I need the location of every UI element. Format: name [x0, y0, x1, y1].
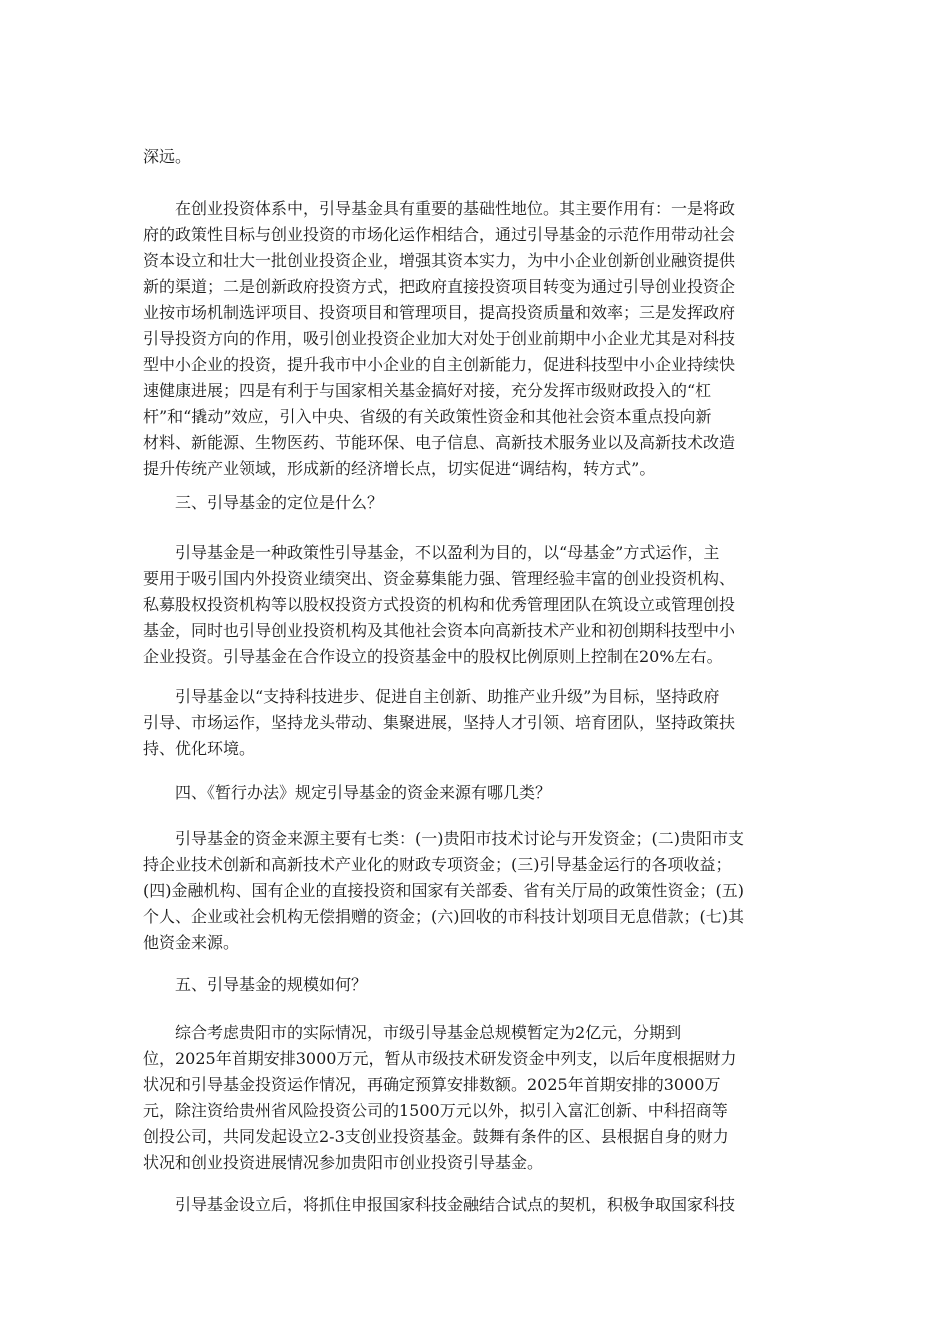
- heading-section-five: [143, 972, 783, 998]
- text-line: 要用于吸引国内外投资业绩突出、资金募集能力强、管理经验丰富的创业投资机构、: [143, 569, 736, 588]
- text-line: 杆”和“撬动”效应，引入中央、省级的有关政策性资金和其他社会资本重点投向新: [143, 407, 712, 426]
- text-line: 持、优化环境。: [143, 739, 256, 758]
- paragraph-sources: [143, 826, 783, 956]
- text-line: 个人、企业或社会机构无偿捐赠的资金；(六)回收的市科技计划项目无息借款；(七)其: [143, 907, 744, 926]
- text-line: 新的渠道；二是创新政府投资方式，把政府直接投资项目转变为通过引导创业投资企: [143, 277, 736, 296]
- text-line: 深远。: [143, 147, 192, 166]
- text-line: (四)金融机构、国有企业的直接投资和国家有关部委、省有关厅局的政策性资金；(五): [143, 881, 744, 900]
- text-line: 企业投资。引导基金在合作设立的投资基金中的股权比例原则上控制在20%左右。: [143, 647, 723, 666]
- text-line: 引导投资方向的作用，吸引创业投资企业加大对处于创业前期中小企业尤其是对科技: [143, 329, 736, 348]
- paragraph-continuation: [143, 144, 783, 170]
- paragraph-scale: [143, 1020, 783, 1176]
- text-line: 基金，同时也引导创业投资机构及其他社会资本向高新技术产业和初创期科技型中小: [143, 621, 736, 640]
- heading-section-four: [143, 780, 783, 806]
- text-line: 型中小企业的投资，提升我市中小企业的自主创新能力，促进科技型中小企业持续快: [143, 355, 736, 374]
- text-line: 引导、市场运作，坚持龙头带动、集聚进展，坚持人才引领、培育团队，坚持政策扶: [143, 713, 736, 732]
- text-line: 速健康进展；四是有利于与国家相关基金搞好对接，充分发挥市级财政投入的“杠: [143, 381, 712, 400]
- text-line: 府的政策性目标与创业投资的市场化运作相结合，通过引导基金的示范作用带动社会: [143, 225, 736, 244]
- text-line: 在创业投资体系中，引导基金具有重要的基础性地位。其主要作用有：一是将政: [143, 199, 736, 218]
- paragraph-goal: [143, 684, 783, 762]
- text-line: 位，2025年首期安排3000万元，暂从市级技术研发资金中列支，以后年度根据财力: [143, 1049, 737, 1068]
- paragraph-after-setup: [143, 1192, 783, 1218]
- heading-section-three: [143, 490, 783, 516]
- text-line: 综合考虑贵阳市的实际情况，市级引导基金总规模暂定为2亿元，分期到: [143, 1023, 682, 1042]
- section-heading: 五、引导基金的规模如何？: [143, 975, 368, 994]
- text-line: 创投公司，共同发起设立2-3支创业投资基金。鼓舞有条件的区、县根据自身的财力: [143, 1127, 729, 1146]
- text-line: 业按市场机制选评项目、投资项目和管理项目，提高投资质量和效率；三是发挥政府: [143, 303, 736, 322]
- text-line: 状况和引导基金投资运作情况，再确定预算安排数额。2025年首期安排的3000万: [143, 1075, 721, 1094]
- paragraph-role: [143, 196, 783, 482]
- text-line: 提升传统产业领域，形成新的经济增长点，切实促进“调结构，转方式”。: [143, 459, 656, 478]
- text-line: 材料、新能源、生物医药、节能环保、电子信息、高新技术服务业以及高新技术改造: [143, 433, 736, 452]
- text-line: 持企业技术创新和高新技术产业化的财政专项资金；(三)引导基金运行的各项收益；: [143, 855, 732, 874]
- text-line: 状况和创业投资进展情况参加贵阳市创业投资引导基金。: [143, 1153, 544, 1172]
- text-line: 引导基金以“支持科技进步、促进自主创新、助推产业升级”为目标，坚持政府: [143, 687, 720, 706]
- text-line: 元，除注资给贵州省风险投资公司的1500万元以外，拟引入富汇创新、中科招商等: [143, 1101, 728, 1120]
- text-line: 他资金来源。: [143, 933, 240, 952]
- paragraph-position: [143, 540, 783, 670]
- text-line: 引导基金是一种政策性引导基金，不以盈利为目的，以“母基金”方式运作，主: [143, 543, 720, 562]
- text-line: 资本设立和壮大一批创业投资企业，增强其资本实力，为中小企业创新创业融资提供: [143, 251, 736, 270]
- text-line: 私募股权投资机构等以股权投资方式投资的机构和优秀管理团队在筑设立或管理创投: [143, 595, 736, 614]
- text-line: 引导基金的资金来源主要有七类：(一)贵阳市技术讨论与开发资金；(二)贵阳市支: [143, 829, 744, 848]
- section-heading: 四、《暂行办法》规定引导基金的资金来源有哪几类？: [143, 783, 552, 802]
- section-heading: 三、引导基金的定位是什么？: [143, 493, 384, 512]
- text-line: 引导基金设立后，将抓住申报国家科技金融结合试点的契机，积极争取国家科技: [143, 1195, 736, 1214]
